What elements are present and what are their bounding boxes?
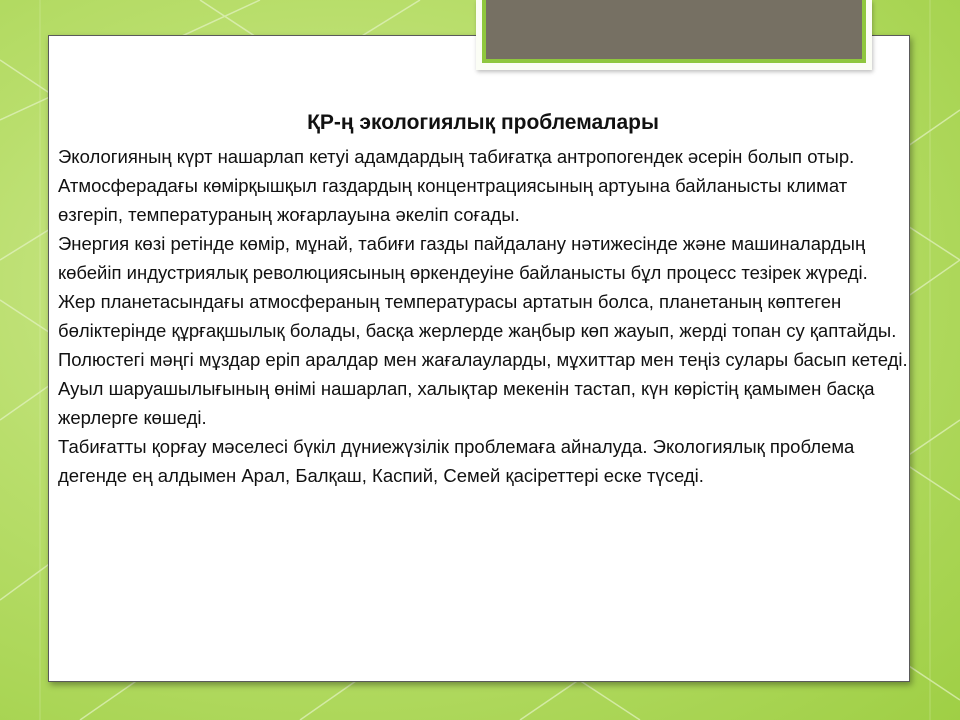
paragraph-consequences: Жер планетасындағы атмосфераның температурасы артатын болса, планетаның көптеген бөліктерінде құрғақшылық болады, басқа жерлерде жаңбыр көп жауып, жерді топан су қаптайды. Полюстегі мәңгі мұздар еріп аралдар мен жағалауларды, мұхиттар мен теңіз сулары басып кетеді. Ауыл шаруашылығының өнімі нашарлап, халықтар мекенін тастап, күн көрістің қамымен басқа жерлерге көшеді. — [58, 291, 908, 428]
paragraph-energy: Энергия көзі ретінде көмір, мұнай, табиғи газды пайдалану нәтижесінде және машиналардың көбейіп индустриялық революциясының өркендеуіне байланысты бұл процесс тезірек жүреді. — [58, 233, 868, 283]
paragraph-protection: Табиғатты қорғау мәселесі бүкіл дүниежүзілік проблемаға айналуда. Экологиялық проблема дегенде ең алдымен Арал, Балқаш, Каспий, Семей қасіреттері еске түседі. — [58, 436, 855, 486]
title-tab-fill — [482, 0, 866, 63]
paragraph-climate: Экологияның күрт нашарлап кетуі адамдардың табиғатқа антропогендек әсерін болып отыр. Атмосферадағы көмірқышқыл газдардың концентрациясының артуына байланысты климат өзгеріп, температураның жоғарлауына әкеліп соғады. — [58, 146, 855, 225]
slide-text-body — [58, 106, 908, 490]
title-tab — [476, 0, 872, 70]
slide-heading: ҚР-ң экологиялық проблемалары — [307, 111, 659, 134]
